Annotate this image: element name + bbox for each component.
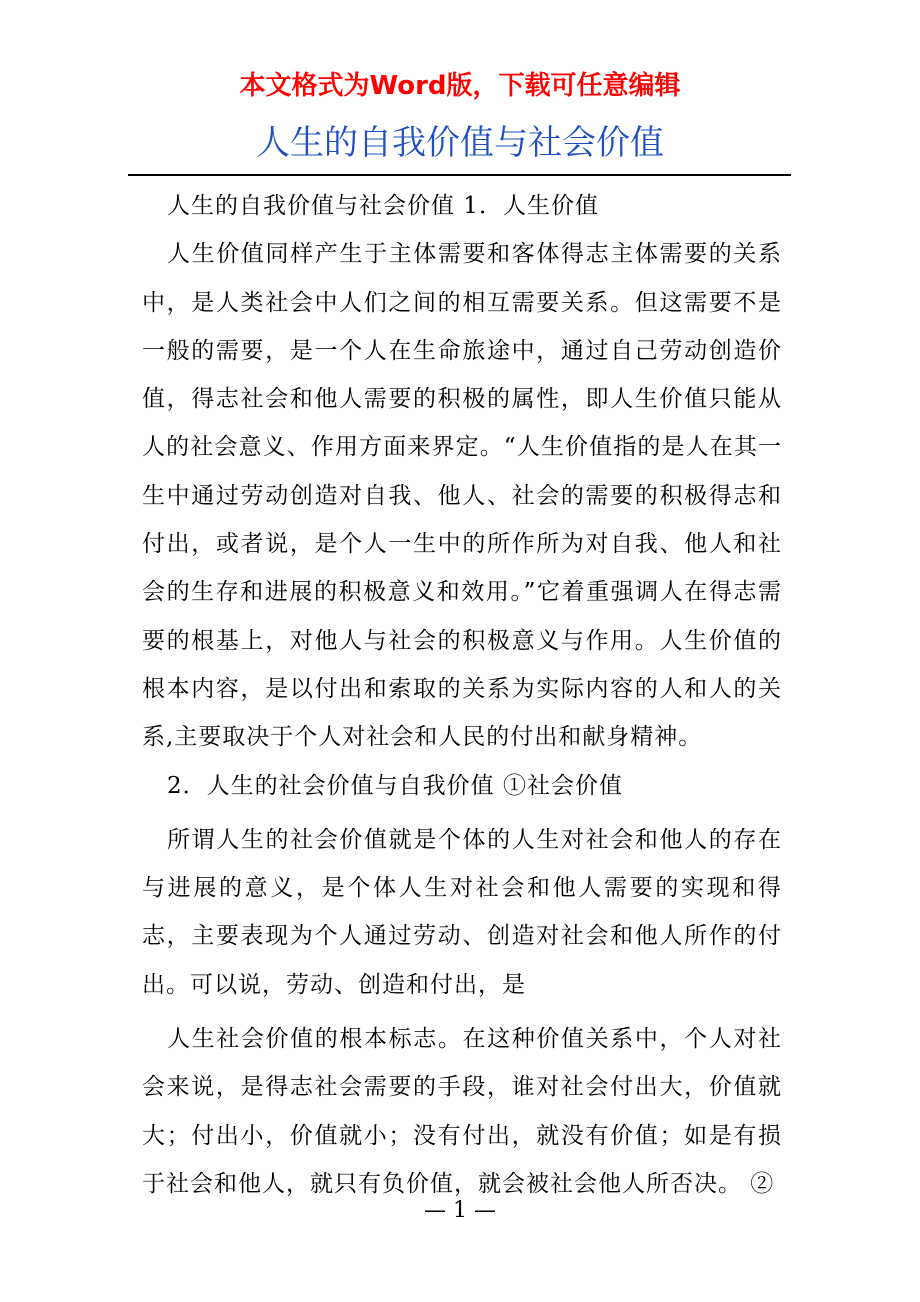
paragraph-social-value-definition: 所谓人生的社会价值就是个体的人生对社会和他人的存在与进展的意义，是个体人生对社会和他人需要的实现和得志，主要表现为个人通过劳动、创造对社会和他人所作的付出。可以说，劳动、创造和付出，是 xyxy=(142,826,782,998)
document-body xyxy=(142,182,782,1208)
page-number: — 1 — xyxy=(424,1198,496,1223)
paragraph-life-value: 人生价值同样产生于主体需要和客体得志主体需要的关系中，是人类社会中人们之间的相互需要关系。但这需要不是一般的需要，是一个人在生命旅途中，通过自己劳动创造价值，得志社会和他人需要的积极的属性，即人生价值只能从人的社会意义、作用方面来界定。“人生价值指的是人在其一生中通过劳动创造对自我、他人、社会的需要的积极得志和付出，或者说，是个人一生中的所作所为对自我、他人和社会的生存和进展的积极意义和效用。”它着重强调人在得志需要的根基上，对他人与社会的积极意义与作用。人生价值的根本内容，是以付出和索取的关系为实际内容的人和人的关系,主要取决于个人对社会和人民的付出和献身精神。 xyxy=(142,241,782,751)
title-divider xyxy=(128,174,791,176)
paragraph-heading-2: 2．人生的社会价值与自我价值 ①社会价值 xyxy=(167,772,623,799)
format-notice-banner: 本文格式为Word版，下载可任意编辑 xyxy=(239,71,681,101)
paragraph-heading-1: 人生的自我价值与社会价值 1．人生价值 xyxy=(167,193,599,219)
paragraph-social-value-mark: 人生社会价值的根本标志。在这种价值关系中，个人对社会来说，是得志社会需要的手段，谁对社会付出大，价值就大；付出小，价值就小；没有付出，就没有价值；如是有损于社会和他人，就只有负价值，就会被社会他人所否决。 ② xyxy=(142,1026,782,1197)
document-title: 人生的自我价值与社会价值 xyxy=(256,123,664,163)
